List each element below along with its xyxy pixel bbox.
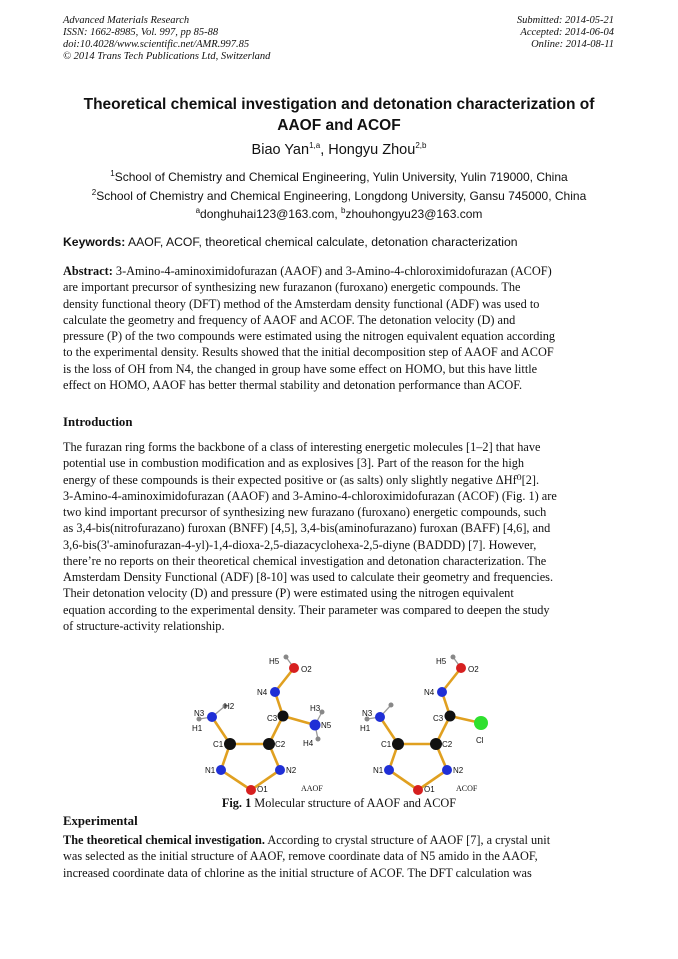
author-2: Hongyu Zhou [328, 142, 416, 158]
intro-line: equation according to the experimental density. Their parameter was compared to deepen the study [63, 602, 550, 617]
aaof-label-c3: C3 [267, 714, 278, 723]
aaof-atom-n5 [310, 720, 321, 731]
aaof-name: AAOF [301, 784, 323, 793]
email-b-sup: b [341, 206, 346, 215]
aaof-atom-n2 [275, 765, 285, 775]
author-1: Biao Yan [251, 142, 310, 158]
acof-atom-cl [474, 716, 488, 730]
acof-atom-h [389, 703, 394, 708]
keywords-label: Keywords: [63, 235, 126, 249]
acof-label-h1: H1 [360, 724, 371, 733]
aaof-atom-c1 [224, 738, 236, 750]
affiliation-1 [63, 170, 615, 184]
aaof-label-n2: N2 [286, 766, 297, 775]
acof-atom-c2 [430, 738, 442, 750]
abstract-line: density functional theory (DFT) method of the Amsterdam density functional (ADF) was used to [63, 296, 540, 311]
aaof-label-o2: O2 [301, 665, 312, 674]
aaof-label-c2: C2 [275, 740, 286, 749]
acof-label-n4: N4 [424, 688, 435, 697]
journal-name: Advanced Materials Research [63, 15, 190, 26]
intro-line: as 3,4-bis(nitrofurazano) furoxan (BNFF) [4,5], 3,4-bis(aminofurazano) furoxan (BAFF) [4,6], and [63, 521, 551, 536]
emails [63, 207, 615, 221]
intro-line: energy of these compounds is their expected positive or (as salts) only slightly negative ΔHf⁰[2]. [63, 472, 540, 487]
aaof-atom-c3 [278, 711, 289, 722]
intro-line: The furazan ring forms the backbone of a class of interesting energetic molecules [1–2] that have [63, 440, 541, 454]
acof-name: ACOF [456, 784, 478, 793]
email-a-sup: a [195, 206, 201, 215]
abstract-line: are important precursor of synthesizing new furazanon (furoxano) energetic compounds. The [63, 280, 521, 295]
abstract-line: effect on HOMO, AAOF has better thermal stability and detonation performance than ACOF. [63, 377, 523, 392]
intro-line: 3-Amino-4-aminoximidofurazan (AAOF) and 3-Amino-4-chloroximidofurazan (ACOF) (Fig. 1) are [63, 488, 557, 503]
acof-label-cl: Cl [476, 736, 484, 745]
author-list [63, 142, 615, 158]
aaof-label-n1: N1 [205, 766, 216, 775]
acof-label-n3: N3 [362, 709, 373, 718]
abstract-line: is the loss of OH from N4, the changed in group have some effect on HOMO, but this have little [63, 361, 538, 376]
abstract-line: pressure (P) of the two compounds were estimated using the nitrogen equivalent equation according [63, 329, 556, 343]
intro-line: potential use in combustion modification and as explosives [3]. Part of the reason for the high [63, 456, 525, 471]
acof-label-o2: O2 [468, 665, 479, 674]
abstract-line: to the experimental density. Results showed that the initial decomposition step of AAOF and ACOF [63, 345, 554, 360]
aaof-atom-n4 [270, 687, 280, 697]
intro-line: two kind important precursor of synthesizing new furazano (furoxano) energetic compounds, such [63, 505, 547, 519]
online-date: Online: 2014-08-11 [531, 39, 614, 50]
experimental-line: The theoretical chemical investigation. According to crystal structure of AAOF [7], a crystal unit [63, 833, 551, 847]
aaof-label-h5: H5 [269, 657, 280, 666]
aaof-label-h1: H1 [192, 724, 203, 733]
acof-atom-o2 [456, 663, 466, 673]
acof-atom-o1 [413, 785, 423, 795]
aaof-atom-n1 [216, 765, 226, 775]
affiliation-1-sup: 1 [110, 169, 115, 178]
experimental-line: increased coordinate data of chlorine as the initial structure of ACOF. The DFT calculation was [63, 865, 532, 880]
acof-label-n2: N2 [453, 766, 464, 775]
acof-bonds [380, 668, 481, 790]
figure-caption-label: Fig. 1 [221, 796, 252, 810]
author-2-sup: 2,b [415, 141, 427, 151]
aaof-label-o1: O1 [257, 785, 268, 794]
affiliation-2-sup: 2 [91, 188, 97, 197]
author-separator: , [320, 142, 329, 158]
email-b[interactable]: zhouhongyu23@163.com [345, 207, 483, 221]
abstract [63, 263, 615, 393]
aaof-label-n4: N4 [257, 688, 268, 697]
intro-line: 3,6-bis(3'-aminofurazan-4-yl)-1,4-dioxa-2,5-diazacyclohexa-2,5-diyne (BADDD) [7]. However, [63, 537, 537, 552]
acof-label-c1: C1 [381, 740, 392, 749]
intro-line: there’re no reports on their theoretical chemical investigation and detonation characterization. The [63, 553, 547, 568]
aaof-atom-h5 [284, 655, 289, 660]
introduction-heading: Introduction [63, 415, 133, 429]
acof-label-c3: C3 [433, 714, 444, 723]
aaof-label-n3: N3 [194, 709, 205, 718]
acof-label-n1: N1 [373, 766, 384, 775]
submitted-date: Submitted: 2014-05-21 [516, 15, 614, 26]
aaof-label-c1: C1 [213, 740, 224, 749]
abstract-line: calculate the geometry and frequency of AAOF and ACOF. The detonation velocity (D) and [63, 312, 516, 327]
aaof-atom-h3 [320, 710, 325, 715]
acof-atom-c1 [392, 738, 404, 750]
publication-dates [517, 15, 614, 51]
affiliation-1-text: School of Chemistry and Chemical Engineering, Yulin University, Yulin 719000, China [114, 170, 568, 184]
affiliation-2-text: School of Chemistry and Chemical Engineering, Longdong University, Gansu 745000, China [96, 189, 587, 203]
keywords [63, 235, 518, 249]
intro-line: Their detonation velocity (D) and pressure (P) were estimated using the nitrogen equivalent [63, 586, 514, 601]
acof-atom-n1 [384, 765, 394, 775]
aaof-label-h2: H2 [224, 702, 235, 711]
intro-line: of structure-activity relationship. [63, 618, 225, 633]
doi-line: doi:10.4028/www.scientific.net/AMR.997.85 [63, 39, 250, 50]
intro-line: Amsterdam Density Functional (ADF) [8-10] was used to calculate their geometry and frequencies. [63, 570, 554, 584]
aaof-bonds [212, 668, 315, 790]
figure-caption [63, 796, 615, 811]
accepted-date: Accepted: 2014-06-04 [520, 27, 614, 38]
copyright-line: © 2014 Trans Tech Publications Ltd, Switzerland [63, 51, 271, 62]
aaof-atom-o2 [289, 663, 299, 673]
abstract-line: Abstract: 3-Amino-4-aminoximidofurazan (AAOF) and 3-Amino-4-chloroximidofurazan (ACOF) [63, 264, 552, 278]
affiliation-2 [63, 189, 615, 203]
experimental-heading: Experimental [63, 814, 138, 828]
journal-info [63, 15, 270, 63]
aaof-label-n5: N5 [321, 721, 332, 730]
email-a[interactable]: donghuhai123@163.com, [200, 207, 341, 221]
introduction-body [63, 439, 615, 634]
figure-caption-text: Molecular structure of AAOF and ACOF [251, 796, 457, 810]
keywords-text: AAOF, ACOF, theoretical chemical calculate, detonation characterization [125, 235, 518, 249]
aaof-label-h3: H3 [310, 704, 321, 713]
experimental-body [63, 832, 615, 881]
acof-label-o1: O1 [424, 785, 435, 794]
paper-title [63, 94, 615, 136]
aaof-atom-o1 [246, 785, 256, 795]
molecular-structure-figure [185, 648, 495, 798]
acof-atom-n2 [442, 765, 452, 775]
aaof-atom-n3 [207, 712, 217, 722]
title-line-2: AAOF and ACOF [277, 117, 401, 134]
acof-atom-c3 [445, 711, 456, 722]
acof-label-h5: H5 [436, 657, 447, 666]
experimental-subheading: The theoretical chemical investigation. [63, 833, 265, 847]
acof-atom-n4 [437, 687, 447, 697]
author-1-sup: 1,a [309, 141, 321, 151]
experimental-line: was selected as the initial structure of AAOF, remove coordinate data of N5 amido in the AAOF, [63, 849, 538, 864]
issn-line: ISSN: 1662-8985, Vol. 997, pp 85-88 [63, 27, 219, 38]
abstract-label: Abstract: [63, 264, 113, 278]
title-line-1: Theoretical chemical investigation and detonation characterization of [83, 96, 595, 113]
acof-atom-h5 [451, 655, 456, 660]
aaof-label-h4: H4 [303, 739, 314, 748]
aaof-atom-h4 [316, 737, 321, 742]
aaof-atom-c2 [263, 738, 275, 750]
acof-atom-n3 [375, 712, 385, 722]
acof-label-c2: C2 [442, 740, 453, 749]
